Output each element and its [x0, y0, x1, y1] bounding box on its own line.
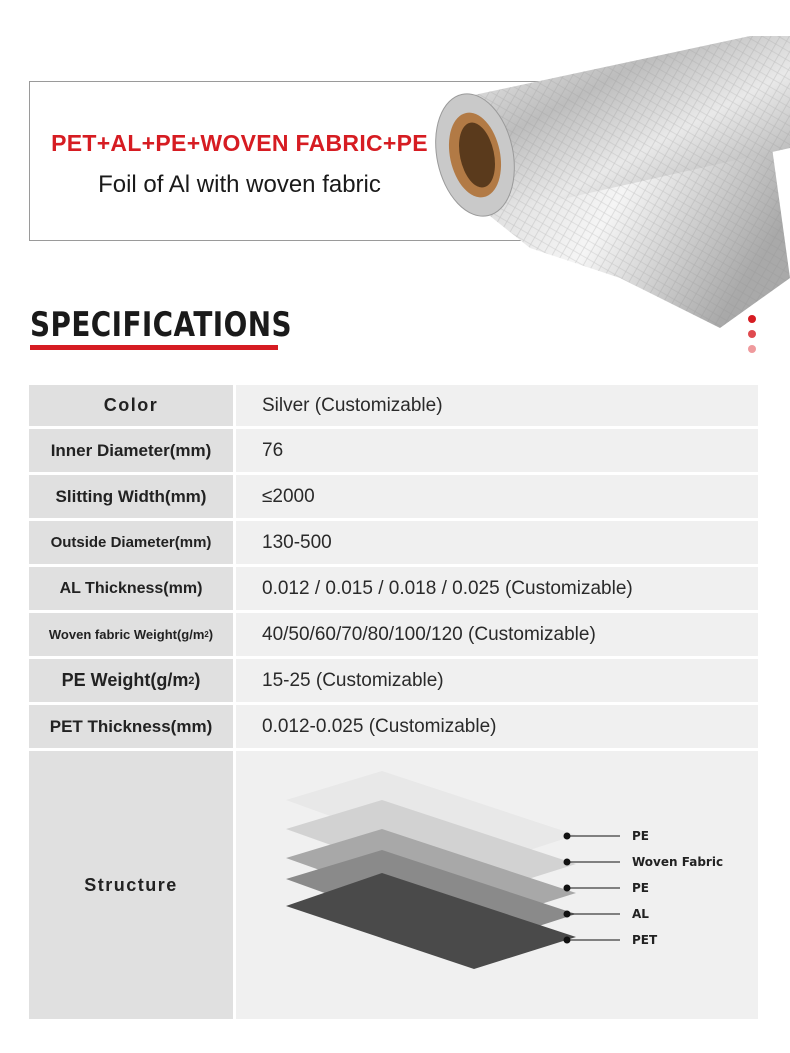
spec-row-pe-weight [29, 659, 758, 702]
spec-row-structure [29, 751, 758, 1019]
decorative-dot [748, 345, 756, 353]
spec-label: Inner Diameter(mm) [29, 429, 233, 472]
spec-value: 15-25 (Customizable) [236, 659, 758, 702]
spec-row-slitting-width [29, 475, 758, 518]
spec-label-end: ) [194, 670, 201, 690]
hero-subtitle: Foil of Al with woven fabric [98, 171, 381, 198]
spec-label-sup: 2 [204, 630, 209, 639]
structure-label: Structure [29, 751, 233, 1019]
layer-label-pe-top: PE [632, 829, 649, 843]
spec-value: 0.012-0.025 (Customizable) [236, 705, 758, 748]
heading-underline [30, 345, 278, 350]
spec-label: Slitting Width(mm) [29, 475, 233, 518]
spec-value: 40/50/60/70/80/100/120 (Customizable) [236, 613, 758, 656]
layer-label-woven: Woven Fabric [632, 855, 724, 869]
decorative-dot [748, 330, 756, 338]
spec-label-main: Woven fabric Weight(g/m [48, 627, 205, 642]
spec-row-inner-diameter [29, 429, 758, 472]
spec-label-main: PE Weight(g/m [61, 670, 189, 690]
spec-value: 76 [236, 429, 758, 472]
spec-label-sup: 2 [188, 674, 195, 687]
spec-label-end: ) [208, 627, 214, 642]
spec-value: 0.012 / 0.015 / 0.018 / 0.025 (Customizable) [236, 567, 758, 610]
spec-row-al-thickness [29, 567, 758, 610]
structure-diagram-cell [236, 751, 758, 1019]
spec-label: Color [29, 385, 233, 426]
spec-label [29, 659, 233, 702]
spec-label [29, 613, 233, 656]
spec-table [29, 385, 758, 1022]
layer-structure-diagram [236, 751, 758, 1019]
foil-roll-image [420, 28, 790, 328]
spec-label: AL Thickness(mm) [29, 567, 233, 610]
spec-row-color [29, 385, 758, 426]
spec-row-pet-thickness [29, 705, 758, 748]
spec-row-outside-diameter [29, 521, 758, 564]
specifications-heading: SPECIFICATIONS [30, 305, 292, 345]
spec-label: Outside Diameter(mm) [29, 521, 233, 564]
layer-label-pet: PET [632, 933, 658, 947]
layer-label-al: AL [632, 907, 649, 921]
spec-row-woven-weight [29, 613, 758, 656]
decorative-dot [748, 315, 756, 323]
spec-label: PET Thickness(mm) [29, 705, 233, 748]
layer-label-pe: PE [632, 881, 649, 895]
hero-title: PET+AL+PE+WOVEN FABRIC+PE [51, 130, 428, 156]
spec-value: Silver (Customizable) [236, 385, 758, 426]
spec-value: 130-500 [236, 521, 758, 564]
spec-value: ≤2000 [236, 475, 758, 518]
